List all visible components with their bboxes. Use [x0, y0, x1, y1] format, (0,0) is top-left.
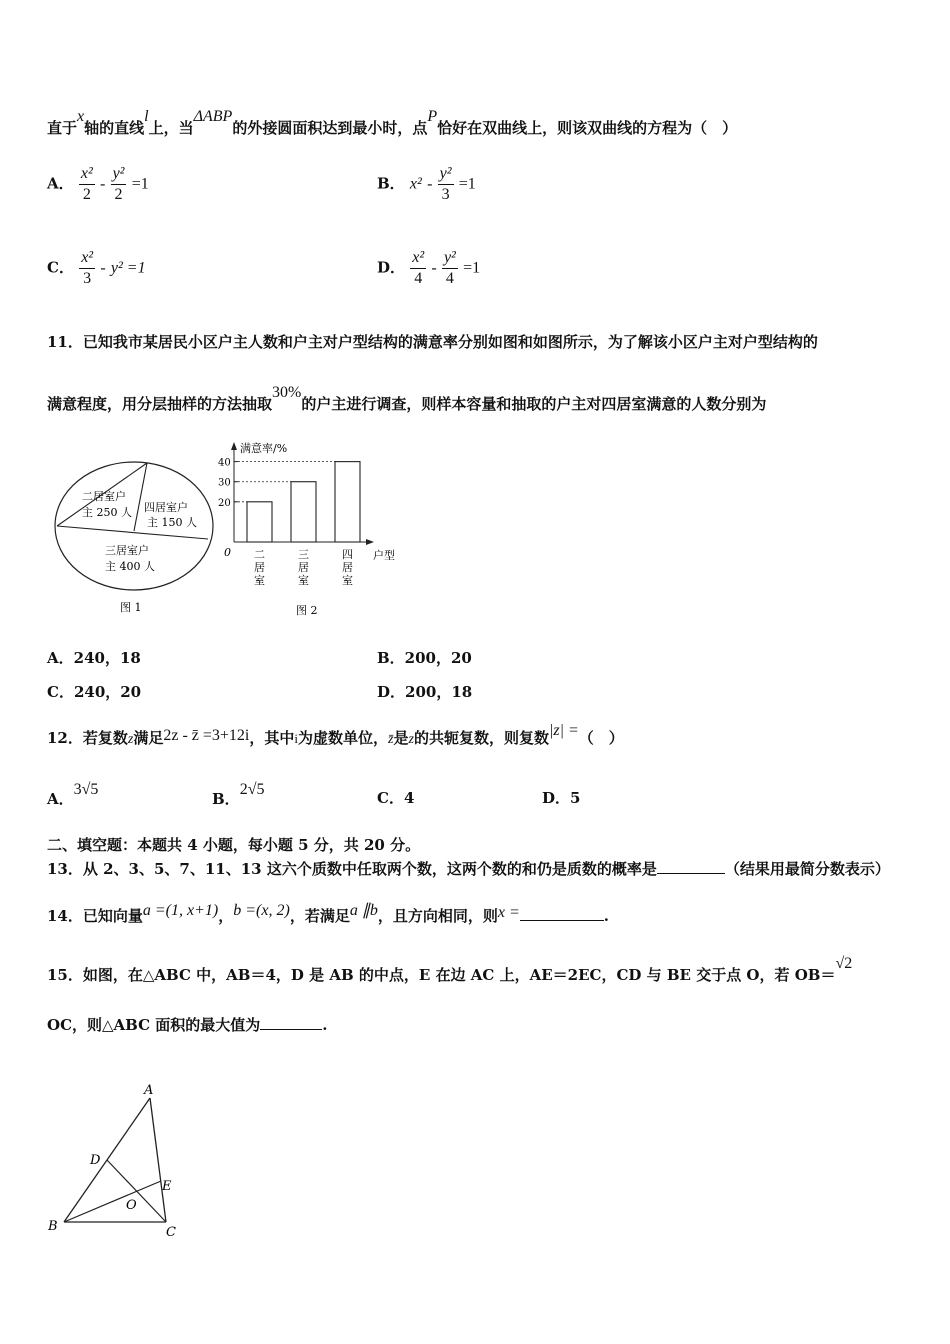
category-label-1-1: 居 — [298, 561, 309, 574]
var-l: l — [144, 108, 149, 125]
pie-divider-3 — [134, 463, 147, 531]
q12-option-a[interactable]: A．3√5 — [47, 781, 99, 808]
abs-z: |z| = — [548, 722, 579, 739]
category-label-1-0: 三 — [298, 548, 309, 561]
category-label-2-1: 居 — [342, 561, 353, 574]
q11-option-d[interactable]: D．200，18 — [377, 683, 473, 701]
q10-stem: 直于x轴的直线l上，当ΔABP的外接圆面积达到最小时，点P恰好在双曲线上，则该双曲线的方程为（ ） — [47, 108, 738, 137]
q13: 13．从 2、3、5、7、11、13 这六个质数中任取两个数，这两个数的和仍是质数的概率是 （结果用最简分数表示） — [47, 860, 890, 878]
q13-answer-blank[interactable] — [657, 859, 725, 874]
sqrt-2: √2 — [835, 955, 853, 972]
var-x: x — [77, 108, 85, 125]
pie-label-3br-count: 主 400 人 — [105, 560, 155, 573]
pie-label-3br-name: 三居室户 — [105, 544, 149, 557]
q15-answer-blank[interactable] — [260, 1015, 322, 1030]
pie-caption: 图 1 — [120, 601, 142, 614]
pie-label-4br-name: 四居室户 — [144, 501, 188, 514]
y-tick-label-20: 20 — [218, 497, 231, 509]
y-axis-label: 满意率/% — [240, 442, 288, 455]
section-heading: 二、填空题：本题共 4 小题，每小题 5 分，共 20 分。 — [47, 836, 421, 854]
q10-option-d[interactable]: D． $\frac{\text{x²}}{4}$ - $\frac{\text{y²}}{4}$ =1 — [377, 249, 481, 287]
y-tick-label-40: 40 — [218, 457, 231, 469]
x-axis-label: 户型 — [373, 549, 395, 562]
y-tick-label-30: 30 — [218, 477, 231, 489]
q11-option-a[interactable]: A．240，18 — [47, 649, 141, 667]
origin-label: 0 — [224, 546, 231, 559]
pie-figure — [50, 460, 220, 620]
q10-option-b[interactable]: B． x² - $\frac{\text{y²}}{3}$ =1 — [377, 165, 476, 203]
q12-option-c[interactable]: C．4 — [377, 789, 415, 807]
vertex-b-label: B — [48, 1219, 58, 1234]
vector-a: a =(1, x+1) — [142, 902, 219, 919]
vertex-a-label: A — [144, 1083, 154, 1098]
vector-b: b =(x, 2) — [233, 902, 290, 919]
bar-2 — [335, 462, 360, 542]
pie-label-4br-count: 主 150 人 — [147, 516, 197, 529]
q11-option-c[interactable]: C．240，20 — [47, 683, 142, 701]
point-e-label: E — [162, 1179, 172, 1194]
category-label-0-0: 二 — [254, 548, 265, 561]
category-label-0-2: 室 — [254, 574, 265, 587]
side-ac — [150, 1098, 166, 1222]
pie-label-2br-name: 二居室户 — [82, 490, 126, 503]
q12-option-b[interactable]: B．2√5 — [212, 781, 265, 808]
bar-chart — [218, 438, 408, 623]
q12-option-d[interactable]: D．5 — [542, 789, 581, 807]
bar-0 — [247, 502, 272, 542]
q14-answer-blank[interactable] — [520, 906, 604, 921]
q10-option-c[interactable]: C． $\frac{\text{x²}}{3}$ - y² =1 — [47, 249, 146, 287]
y-axis-arrow — [231, 442, 237, 450]
q12-equation: 2z - z̄ =3+12i — [163, 727, 250, 744]
q11-option-b[interactable]: B．200，20 — [377, 649, 472, 667]
category-label-2-0: 四 — [342, 548, 353, 561]
point-o-label: O — [126, 1198, 137, 1213]
triangle-figure — [40, 1078, 200, 1243]
percent-30: 30% — [272, 384, 302, 401]
q10-option-a[interactable]: A． $\frac{\text{x²}}{2}$ - $\frac{\text{y²}}{2}$ =1 — [47, 165, 149, 203]
bar-1 — [291, 482, 316, 542]
var-p: P — [427, 108, 438, 125]
bar-caption: 图 2 — [296, 604, 318, 617]
q11-line-2: 满意程度，用分层抽样的方法抽取30%的户主进行调查，则样本容量和抽取的户主对四居室满意的人数分别为 — [47, 384, 767, 413]
q14: 14．已知向量a =(1, x+1)，b =(x, 2)，若满足a ∥b，且方向相同，则x = . — [47, 902, 609, 925]
q15-line-2: OC，则△ABC 面积的最大值为 . — [47, 1016, 328, 1034]
q12-stem: 12．若复数z满足2z - z̄ =3+12i，其中i为虚数单位，z̄是z的共轭复数，则复数|z| =（ ） — [47, 722, 624, 747]
vertex-c-label: C — [166, 1225, 176, 1240]
category-label-0-1: 居 — [254, 561, 265, 574]
category-label-2-2: 室 — [342, 574, 353, 587]
category-label-1-2: 室 — [298, 574, 309, 587]
parallel-condition: a ∥b — [349, 902, 378, 919]
q11-line-1: 11．已知我市某居民小区户主人数和户主对户型结构的满意率分别如图和如图所示，为了解该小区户主对户型结构的 — [47, 333, 818, 351]
pie-label-2br-count: 主 250 人 — [82, 506, 132, 519]
point-d-label: D — [90, 1153, 101, 1168]
x-axis-arrow — [366, 539, 374, 545]
triangle-abp: ΔABP — [193, 108, 233, 125]
q15-line-1: 15．如图，在△ABC 中，AB＝4，D 是 AB 的中点，E 在边 AC 上，AE＝2EC，CD 与 BE 交于点 O，若 OB＝√2 — [47, 955, 853, 984]
